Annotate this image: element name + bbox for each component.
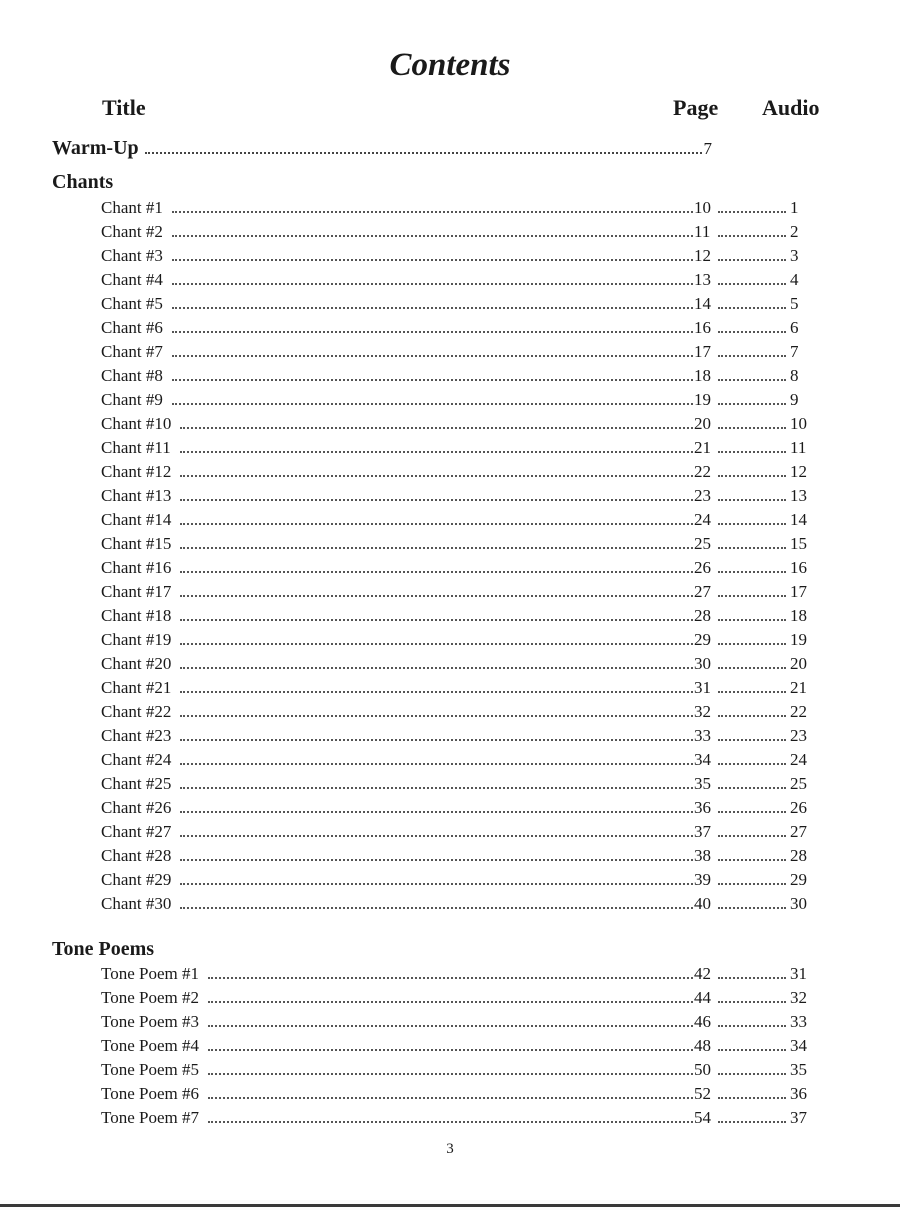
entry-page: 12 — [694, 246, 711, 265]
entry-audio-track: 14 — [790, 510, 807, 529]
dot-leader — [180, 475, 693, 477]
entry-title: Chant #19 — [101, 630, 172, 649]
entry-audio-track: 1 — [790, 198, 799, 217]
dot-leader — [718, 739, 786, 741]
dot-leader — [718, 259, 786, 261]
entry-audio-track: 18 — [790, 606, 807, 625]
entry-page: 7 — [703, 139, 712, 158]
dot-leader — [718, 211, 786, 213]
column-header-page: Page — [673, 95, 719, 120]
dot-leader — [718, 1001, 786, 1003]
entry-title: Chant #1 — [101, 198, 163, 217]
entry-audio-track: 15 — [790, 534, 807, 553]
entry-page: 20 — [694, 414, 711, 433]
dot-leader — [180, 667, 693, 669]
entry-title: Warm-Up — [52, 137, 139, 159]
toc-entry[interactable] — [101, 340, 807, 364]
toc-entry[interactable] — [101, 892, 807, 916]
dot-leader — [718, 355, 786, 357]
page-title: Contents — [389, 47, 511, 83]
entry-page: 30 — [694, 654, 711, 673]
entry-page: 21 — [694, 438, 711, 457]
dot-leader — [180, 571, 693, 573]
entry-audio-track: 9 — [790, 390, 799, 409]
dot-leader — [718, 235, 786, 237]
dot-leader — [180, 619, 693, 621]
entry-audio-track: 22 — [790, 702, 807, 721]
dot-leader — [208, 1049, 693, 1051]
toc-entry[interactable] — [101, 556, 807, 580]
dot-leader — [180, 835, 693, 837]
entry-title: Chant #17 — [101, 582, 172, 601]
entry-audio-track: 33 — [790, 1012, 807, 1031]
entry-title: Chant #4 — [101, 270, 163, 289]
entry-page: 26 — [694, 558, 711, 577]
toc-entry[interactable] — [101, 1010, 807, 1034]
dot-leader — [172, 403, 693, 405]
entry-audio-track: 13 — [790, 486, 807, 505]
entry-audio-track: 11 — [790, 438, 807, 457]
dot-leader — [718, 475, 786, 477]
entry-title: Chant #15 — [101, 534, 172, 553]
entry-page: 54 — [694, 1108, 711, 1127]
entry-title: Chant #8 — [101, 366, 163, 385]
dot-leader — [172, 379, 693, 381]
dot-leader — [718, 307, 786, 309]
dot-leader — [180, 499, 693, 501]
dot-leader — [718, 907, 786, 909]
entry-audio-track: 12 — [790, 462, 807, 481]
dot-leader — [208, 1025, 693, 1027]
toc-entry[interactable] — [101, 604, 807, 628]
page-number: 3 — [446, 1141, 454, 1157]
entry-title: Tone Poem #6 — [101, 1084, 199, 1103]
entry-page: 14 — [694, 294, 711, 313]
toc-entry[interactable] — [101, 196, 807, 220]
dot-leader — [180, 715, 693, 717]
dot-leader — [718, 283, 786, 285]
dot-leader — [718, 523, 786, 525]
section-heading-chants: Chants — [52, 171, 114, 193]
entry-audio-track: 24 — [790, 750, 807, 769]
entry-title: Chant #10 — [101, 414, 172, 433]
dot-leader — [718, 1049, 786, 1051]
dot-leader — [718, 1025, 786, 1027]
entry-audio-track: 4 — [790, 270, 799, 289]
entry-audio-track: 23 — [790, 726, 807, 745]
entry-page: 52 — [694, 1084, 711, 1103]
entry-title: Chant #14 — [101, 510, 172, 529]
entry-title: Chant #3 — [101, 246, 163, 265]
entry-audio-track: 6 — [790, 318, 799, 337]
toc-entry[interactable] — [101, 244, 807, 268]
dot-leader — [208, 977, 693, 979]
dot-leader — [718, 643, 786, 645]
entry-audio-track: 26 — [790, 798, 807, 817]
dot-leader — [718, 571, 786, 573]
entry-title: Chant #25 — [101, 774, 172, 793]
dot-leader — [718, 379, 786, 381]
entry-page: 18 — [694, 366, 711, 385]
entry-title: Tone Poem #3 — [101, 1012, 199, 1031]
dot-leader — [172, 283, 693, 285]
entry-title: Tone Poem #1 — [101, 964, 199, 983]
dot-leader — [718, 763, 786, 765]
toc-entry[interactable] — [101, 868, 807, 892]
toc-entry[interactable] — [101, 700, 807, 724]
dot-leader — [718, 811, 786, 813]
dot-leader — [718, 427, 786, 429]
dot-leader — [208, 1001, 693, 1003]
entry-audio-track: 34 — [790, 1036, 807, 1055]
entry-title: Chant #21 — [101, 678, 172, 697]
entry-title: Tone Poem #5 — [101, 1060, 199, 1079]
dot-leader — [180, 691, 693, 693]
dot-leader — [180, 859, 693, 861]
entry-audio-track: 20 — [790, 654, 807, 673]
dot-leader — [208, 1073, 693, 1075]
entry-page: 27 — [694, 582, 711, 601]
entry-title: Tone Poem #4 — [101, 1036, 199, 1055]
entry-page: 19 — [694, 390, 711, 409]
entry-page: 44 — [694, 988, 711, 1007]
dot-leader — [718, 403, 786, 405]
toc-entry[interactable] — [101, 580, 807, 604]
toc-entry[interactable] — [101, 962, 807, 986]
dot-leader — [180, 787, 693, 789]
entry-title: Chant #9 — [101, 390, 163, 409]
entry-page: 48 — [694, 1036, 711, 1055]
toc-entry[interactable] — [101, 532, 807, 556]
toc-entry[interactable] — [101, 724, 807, 748]
entry-page: 10 — [694, 198, 711, 217]
dot-leader — [180, 427, 693, 429]
entry-audio-track: 16 — [790, 558, 807, 577]
entry-page: 16 — [694, 318, 711, 337]
entry-page: 17 — [694, 342, 711, 361]
dot-leader — [180, 907, 693, 909]
entry-title: Chant #16 — [101, 558, 172, 577]
entry-title: Chant #29 — [101, 870, 172, 889]
dot-leader — [180, 595, 693, 597]
toc-entry[interactable] — [101, 748, 807, 772]
entry-title: Chant #13 — [101, 486, 172, 505]
toc-entry[interactable] — [101, 388, 807, 412]
entry-page: 25 — [694, 534, 711, 553]
chants-list — [101, 196, 807, 916]
entry-audio-track: 21 — [790, 678, 807, 697]
dot-leader — [718, 331, 786, 333]
entry-page: 36 — [694, 798, 711, 817]
dot-leader — [180, 451, 693, 453]
toc-entry[interactable] — [101, 986, 807, 1010]
toc-entry[interactable] — [101, 772, 807, 796]
entry-audio-track: 2 — [790, 222, 799, 241]
dot-leader — [208, 1121, 693, 1123]
toc-entry[interactable] — [101, 796, 807, 820]
dot-leader — [172, 259, 693, 261]
entry-audio-track: 36 — [790, 1084, 807, 1103]
toc-entry[interactable] — [101, 484, 807, 508]
toc-entry[interactable] — [101, 412, 807, 436]
toc-entry[interactable] — [101, 364, 807, 388]
toc-entry[interactable] — [101, 628, 807, 652]
entry-title: Chant #18 — [101, 606, 172, 625]
dot-leader — [145, 152, 702, 154]
entry-title: Chant #6 — [101, 318, 163, 337]
entry-title: Chant #23 — [101, 726, 172, 745]
entry-title: Chant #24 — [101, 750, 172, 769]
toc-entry[interactable] — [101, 460, 807, 484]
toc-entry[interactable] — [101, 1034, 807, 1058]
dot-leader — [172, 355, 693, 357]
entry-title: Chant #11 — [101, 438, 171, 457]
entry-page: 28 — [694, 606, 711, 625]
dot-leader — [180, 523, 693, 525]
dot-leader — [718, 1073, 786, 1075]
entry-title: Chant #7 — [101, 342, 163, 361]
entry-audio-track: 35 — [790, 1060, 807, 1079]
dot-leader — [208, 1097, 693, 1099]
section-heading-tone-poems: Tone Poems — [52, 938, 155, 960]
toc-entry[interactable] — [101, 436, 807, 460]
toc-entry[interactable] — [101, 292, 807, 316]
entry-page: 24 — [694, 510, 711, 529]
entry-page: 23 — [694, 486, 711, 505]
entry-page: 34 — [694, 750, 711, 769]
dot-leader — [718, 977, 786, 979]
toc-entry-warmup[interactable] — [52, 133, 712, 163]
toc-entry[interactable] — [101, 268, 807, 292]
column-header-audio: Audio — [762, 95, 820, 120]
toc-entry[interactable] — [101, 652, 807, 676]
toc-entry[interactable] — [101, 820, 807, 844]
entry-page: 37 — [694, 822, 711, 841]
entry-audio-track: 7 — [790, 342, 799, 361]
bottom-rule — [0, 1204, 900, 1207]
dot-leader — [718, 859, 786, 861]
dot-leader — [718, 499, 786, 501]
entry-title: Tone Poem #7 — [101, 1108, 199, 1127]
entry-page: 38 — [694, 846, 711, 865]
entry-audio-track: 28 — [790, 846, 807, 865]
entry-audio-track: 29 — [790, 870, 807, 889]
toc-entry[interactable] — [101, 844, 807, 868]
dot-leader — [718, 667, 786, 669]
dot-leader — [180, 763, 693, 765]
entry-audio-track: 25 — [790, 774, 807, 793]
toc-entry[interactable] — [101, 220, 807, 244]
entry-audio-track: 17 — [790, 582, 807, 601]
dot-leader — [180, 883, 693, 885]
toc-entry[interactable] — [101, 1106, 807, 1130]
entry-page: 46 — [694, 1012, 711, 1031]
entry-page: 11 — [694, 222, 711, 241]
dot-leader — [718, 1097, 786, 1099]
toc-entry[interactable] — [101, 316, 807, 340]
entry-audio-track: 19 — [790, 630, 807, 649]
entry-title: Chant #20 — [101, 654, 172, 673]
entry-audio-track: 32 — [790, 988, 807, 1007]
dot-leader — [718, 547, 786, 549]
entry-title: Chant #12 — [101, 462, 172, 481]
entry-audio-track: 3 — [790, 246, 799, 265]
toc-entry[interactable] — [101, 1058, 807, 1082]
entry-audio-track: 10 — [790, 414, 807, 433]
entry-title: Chant #5 — [101, 294, 163, 313]
dot-leader — [172, 211, 693, 213]
dot-leader — [180, 739, 693, 741]
entry-page: 40 — [694, 894, 711, 913]
dot-leader — [172, 307, 693, 309]
dot-leader — [172, 235, 693, 237]
dot-leader — [180, 547, 693, 549]
toc-entry[interactable] — [101, 1082, 807, 1106]
dot-leader — [172, 331, 693, 333]
entry-title: Chant #22 — [101, 702, 172, 721]
dot-leader — [718, 883, 786, 885]
dot-leader — [718, 715, 786, 717]
dot-leader — [180, 643, 693, 645]
dot-leader — [180, 811, 693, 813]
tone-poems-list — [101, 962, 807, 1130]
entry-title: Chant #2 — [101, 222, 163, 241]
entry-page: 35 — [694, 774, 711, 793]
entry-page: 31 — [694, 678, 711, 697]
entry-audio-track: 5 — [790, 294, 799, 313]
entry-title: Tone Poem #2 — [101, 988, 199, 1007]
entry-audio-track: 31 — [790, 964, 807, 983]
dot-leader — [718, 451, 786, 453]
entry-page: 32 — [694, 702, 711, 721]
dot-leader — [718, 835, 786, 837]
entry-title: Chant #28 — [101, 846, 172, 865]
entry-page: 50 — [694, 1060, 711, 1079]
entry-title: Chant #27 — [101, 822, 172, 841]
entry-page: 39 — [694, 870, 711, 889]
entry-audio-track: 37 — [790, 1108, 807, 1127]
toc-entry[interactable] — [101, 676, 807, 700]
entry-page: 22 — [694, 462, 711, 481]
dot-leader — [718, 787, 786, 789]
entry-title: Chant #30 — [101, 894, 172, 913]
toc-entry[interactable] — [101, 508, 807, 532]
entry-page: 33 — [694, 726, 711, 745]
dot-leader — [718, 691, 786, 693]
dot-leader — [718, 1121, 786, 1123]
entry-audio-track: 8 — [790, 366, 799, 385]
dot-leader — [718, 619, 786, 621]
entry-page: 13 — [694, 270, 711, 289]
entry-page: 42 — [694, 964, 711, 983]
entry-page: 29 — [694, 630, 711, 649]
entry-audio-track: 30 — [790, 894, 807, 913]
entry-audio-track: 27 — [790, 822, 807, 841]
dot-leader — [718, 595, 786, 597]
column-header-title: Title — [102, 95, 146, 120]
entry-title: Chant #26 — [101, 798, 172, 817]
